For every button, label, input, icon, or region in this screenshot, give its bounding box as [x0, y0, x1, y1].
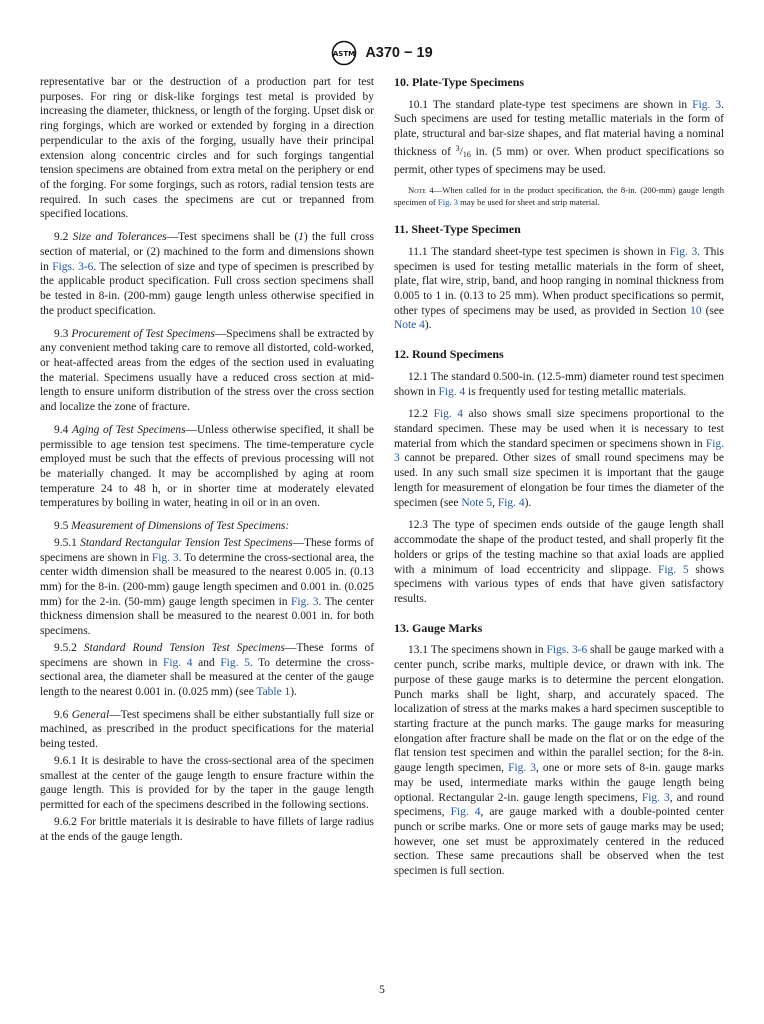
section-10-heading: 10. Plate-Type Specimens: [394, 75, 525, 89]
paragraph-13-1: 13.1 The specimens shown in Figs. 3-6 shall be gauge marked with a center punch, scribe marks, multiple device, or drawn with ink. The purpose of these gauge marks is to determine the percent elongation. Punch marks shall be light, sharp, and accurately spaced. The localization of stress at the marks makes a hard specimen susceptible to starting fracture at the punch marks. The gauge marks for measuring elongation after fracture shall be made on the flat or on the edge of the flat tension test specimen and within the parallel section; for the 8-in. gauge length specimen, Fig. 3, one or more sets of 8-in. gauge marks may be used, intermediate marks within the gauge length being optional. Rectangular 2-in. gauge length specimens, Fig. 3, and round specimens, Fig. 4, are gauge marked with a double-pointed center punch or scribe marks. One or more sets of gauge marks may be used; however, one set must be approximately centered in the reduced section. These same precautions shall be observed when the test specimen is full section.: [394, 644, 724, 878]
fig-4-link[interactable]: Fig. 4: [433, 408, 463, 421]
paragraph-11-1: 11.1 The standard sheet-type test specimen is shown in Fig. 3. This specimen is used for testing metallic materials in the form of sheet, plate, flat wire, strip, band, and hoop ranging in nominal thickness from 0.005 to 1 in. (0.13 to 25 mm). When product specifications so permit, other types of specimens may be used, as provided in Section 10 (see Note 4).: [394, 245, 724, 332]
section-10-link[interactable]: 10: [690, 304, 702, 317]
paragraph-9-2: 9.2 Size and Tolerances—Test specimens shall be (1) the full cross section of material, or (2) machined to the form and dimensions shown in Figs. 3-6. The selection of size and type of specimen is prescribed by the applicable product specification. Full cross section specimens shall be tested in 8-in. (200-mm) gauge length unless otherwise specified in the product specification.: [40, 231, 375, 317]
page-header: [0, 40, 764, 66]
fig-3-link[interactable]: Fig. 3: [291, 595, 319, 608]
fig-3-link[interactable]: Fig. 3: [508, 762, 536, 775]
section-11-heading: 11. Sheet-Type Specimen: [394, 222, 521, 237]
table-1-link[interactable]: Table 1: [256, 686, 291, 699]
paragraph-10-1: 10.1 The standard plate-type test specimens are shown in Fig. 3. Such specimens are used for testing metallic materials in the form of plate, structural and bar-size shapes, and flat material having a nominal thickness of $^3/_{16}$ in. (5 mm) or over. When product specifications so permit, other types of specimens may be used.: [394, 98, 724, 176]
left-column: [40, 75, 374, 844]
document-id: A370 − 19: [365, 45, 433, 61]
fig-4-link[interactable]: Fig. 4: [497, 496, 525, 509]
fig-3-link[interactable]: Fig. 3: [437, 196, 458, 207]
fig-3-link[interactable]: Fig. 3: [394, 437, 724, 465]
fig-3-link[interactable]: Fig. 3: [692, 98, 722, 111]
fig-4-link[interactable]: Fig. 4: [162, 656, 193, 669]
section-13-heading: 13. Gauge Marks: [394, 620, 483, 635]
fig-5-link[interactable]: Fig. 5: [220, 656, 250, 669]
astm-logo-text: ASTM: [333, 50, 356, 58]
figs-3-6-link[interactable]: Figs. 3-6: [546, 644, 588, 657]
fig-3-link[interactable]: Fig. 3: [151, 551, 179, 564]
paragraph-9-3: 9.3 Procurement of Test Specimens—Specimens shall be extracted by any convenient method taking care to remove all distorted, cold-worked, or heat-affected areas from the edges of the section used in evaluating the material. Specimens usually have a reduced cross section at mid-length to ensure uniform distribution of the stress over the cross section and localize the zone of fracture.: [40, 327, 374, 414]
paragraph-12-3: 12.3 The type of specimen ends outside of the gauge length shall accommodate the shape of the product tested, and shall properly fit the holders or grips of the testing machine so that axial loads are applied with a minimum of load eccentricity and slippage. Fig. 5 shows specimens with various types of ends that have given satisfactory results.: [394, 519, 724, 605]
figs-3-6-link[interactable]: Figs. 3-6: [52, 260, 94, 273]
paragraph-9-6: 9.6 General—Test specimens shall be either substantially full size or machined, as prescribed in the product specifications for the material being tested.: [40, 708, 374, 751]
astm-logo-icon: [331, 40, 357, 66]
paragraph-9-4: 9.4 Aging of Test Specimens—Unless otherwise specified, it shall be permissible to age tension test specimens. The time-temperature cycle employed must be such that the effects of previous processing will not be materially changed. It may be accomplished by aging at room temperature 24 to 48 h, or in shorter time at moderately elevated temperatures by boiling in water, heating in oil or in an oven.: [40, 423, 374, 510]
note-5-link[interactable]: Note 5: [461, 496, 493, 509]
fig-4-link[interactable]: Fig. 4: [438, 385, 466, 398]
paragraph-9-6-2: 9.6.2 For brittle materials it is desirable to have fillets of large radius at the ends of the gauge length.: [40, 815, 374, 843]
paragraph-9-5-1: 9.5.1 Standard Rectangular Tension Test Specimens—These forms of specimens are shown in Fig. 3. To determine the cross-sectional area, the center width dimension shall be measured to the nearest 0.005 in. (0.13 mm) for the 8-in. (200-mm) gauge length specimen and 0.001 in. (0.025 mm) for the 2-in. (50-mm) gauge length specimen in Fig. 3. The center thickness dimension shall be measured to the nearest 0.001 in. for both specimens.: [40, 536, 374, 638]
fig-3-link[interactable]: Fig. 3: [641, 791, 670, 804]
section-12-heading: 12. Round Specimens: [394, 347, 504, 362]
paragraph-9-1-continued: representative bar or the destruction of a production part for test purposes. For ring or disk-like forgings test metal is provided by increasing the diameter, thickness, or length of the forging. Upset disk or ring forgings, which are worked or extended by forging in a direction perpendicular to the axis of the forging, usually have their principal extension along concentric circles and for such forgings tangential tension specimens are obtained from extra metal on the periphery or end of the forging. For some forgings, such as rotors, radial tension tests are required. In such cases the specimens are cut or trepanned from specified locations.: [40, 76, 374, 221]
fig-4-link[interactable]: Fig. 4: [450, 806, 481, 819]
page-number: 5: [379, 984, 385, 996]
right-column: [394, 75, 724, 879]
note-4: Note 4—When called for in the product specification, the 8-in. (200-mm) gauge length specimen of Fig. 3 may be used for sheet and strip material.: [394, 185, 724, 207]
paragraph-12-1: 12.1 The standard 0.500-in. (12.5-mm) diameter round test specimen shown in Fig. 4 is frequently used for testing metallic materials.: [394, 370, 724, 398]
paragraph-9-5: 9.5 Measurement of Dimensions of Test Specimens:: [54, 520, 290, 533]
note-4-link[interactable]: Note 4: [394, 319, 425, 332]
paragraph-12-2: 12.2 Fig. 4 also shows small size specimens proportional to the standard specimen. These may be used when it is necessary to test material from which the standard specimen or specimens shown in Fig. 3 cannot be prepared. Other sizes of small round specimens may be used. In any such small size specimen it is important that the gauge length for measurement of elongation be four times the diameter of the specimen (see Note 5, Fig. 4).: [394, 408, 725, 509]
fig-5-link[interactable]: Fig. 5: [658, 563, 689, 576]
fig-3-link[interactable]: Fig. 3: [669, 245, 698, 258]
paragraph-9-6-1: 9.6.1 It is desirable to have the cross-sectional area of the specimen smallest at the center of the gauge length to ensure fracture within the gauge length. This is provided for by the taper in the gauge length permitted for each of the specimens described in the following sections.: [40, 754, 374, 812]
paragraph-9-5-2: 9.5.2 Standard Round Tension Test Specimens—These forms of specimens are shown in Fig. 4 and Fig. 5. To determine the cross-sectional area, the diameter shall be measured at the center of the gauge length to the nearest 0.001 in. (0.025 mm) (see Table 1).: [40, 641, 375, 699]
